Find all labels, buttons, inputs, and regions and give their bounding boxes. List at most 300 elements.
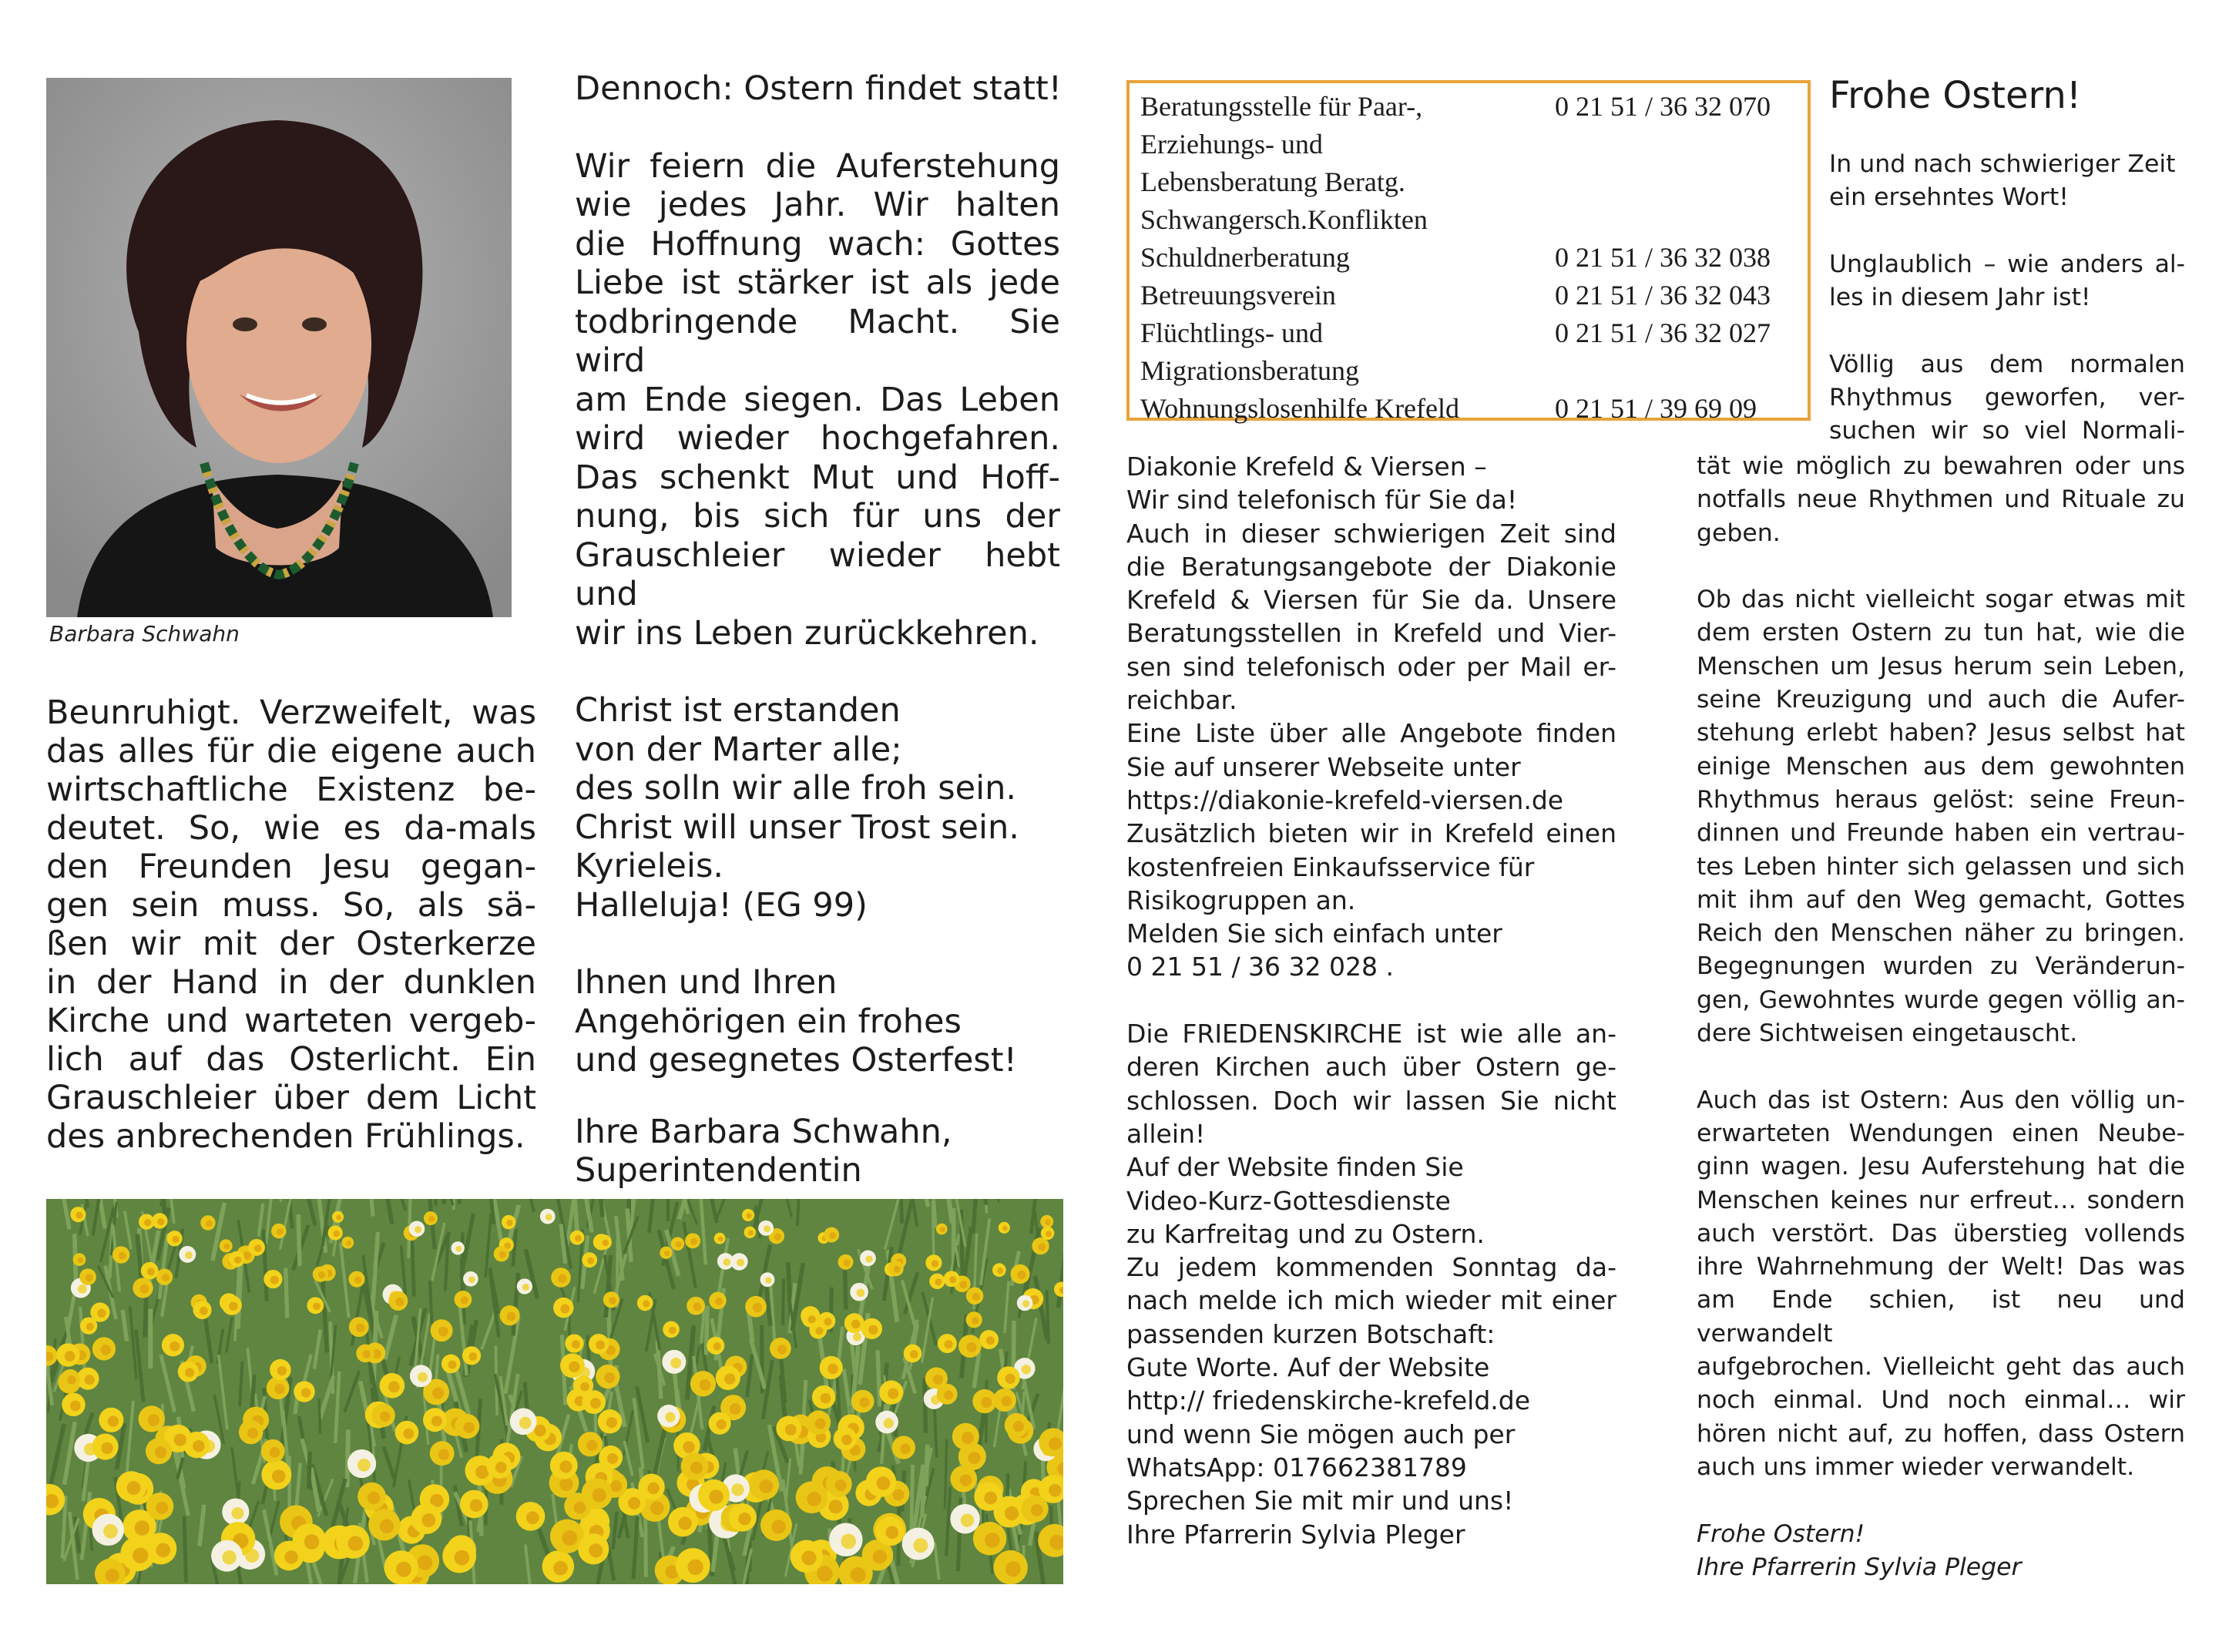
daffodil-flower [349,1317,369,1337]
text-line: Auf der Website finden Sie [1126,1152,1464,1183]
daffodil-flower [966,1311,982,1328]
daffodil-flower [749,1469,779,1499]
daffodil-flower [973,1522,1006,1555]
daffodil-flower [411,1503,441,1534]
text-line: deren Kirchen auch über Ostern ge- [1126,1052,1616,1083]
daffodil-flower [876,1516,905,1545]
daffodil-flower [952,1423,979,1450]
daffodil-flower [992,1263,1006,1277]
daffodil-flower [698,1479,730,1511]
daffodil-flower [70,1207,86,1222]
daffodil-flower [423,1408,447,1432]
daffodil-flower [745,1296,767,1318]
daffodil-flower [589,1334,609,1354]
text-line: die Beratungsangebote der Diakonie [1126,551,1616,582]
text-line: In und nach schwieriger Zeit [1829,150,2176,178]
daffodil-flower [463,1271,478,1287]
daffodil-flower [716,1365,740,1390]
text-line: Das schenkt Mut und Hoff- [575,458,1060,497]
text-line: Liebe ist stärker ist als jede [575,264,1060,302]
daffodil-flower [1040,1215,1053,1228]
text-line: Rhythmus heraus gelöst: seine Freun- [1697,785,2185,814]
hymn-verse [575,691,1060,925]
contact-service-name: Betreuungsverein [1140,280,1336,311]
daffodil-flower [358,1482,386,1511]
daffodil-flower [638,1474,664,1500]
daffodil-flower [222,1295,242,1315]
daffodil-flower [261,1460,291,1490]
daffodil-flower [599,1446,623,1469]
contact-service-name: Lebensberatung Beratg. [1140,166,1405,197]
text-line [1697,1484,2185,1517]
daffodil-flower [222,1499,249,1526]
daffodil-flower [668,1507,698,1537]
text-line: Video-Kurz-Gottesdienste [1126,1185,1451,1216]
daffodil-flower [860,1251,876,1267]
text-line: erwarteten Wendungen einen Neube- [1697,1119,2185,1147]
daffodil-flower [671,1237,684,1251]
daffodil-flower [409,1221,425,1237]
daffodil-flower [553,1298,574,1318]
daffodil-flower [220,1239,233,1252]
daffodil-flower [248,1239,265,1256]
daffodil-flower [861,1318,882,1339]
daffodil-flower [264,1270,282,1288]
right-title: Frohe Ostern! [1829,74,2082,117]
daffodil-flower [844,1313,864,1333]
daffodil-flower [156,1268,173,1284]
daffodil-flower [1041,1227,1054,1240]
daffodil-flower [776,1415,801,1441]
text-line: gen sein muss. So, als sä- [46,886,536,925]
text-line: und gesegnetes Osterfest! [575,1041,1017,1080]
daffodil-flower [657,1405,680,1427]
text-line: am Ende siegen. Das Leben [575,380,1060,419]
contact-phone: 0 21 51 / 39 69 09 [1555,393,1757,424]
daffodil-flower [368,1509,400,1540]
text-line: Risikogruppen an. [1126,885,1356,915]
contact-service-name: Flüchtlings- und [1140,317,1324,348]
daffodil-flower [112,1246,129,1263]
text-line: zu Karfreitag und zu Ostern. [1126,1218,1485,1249]
daffodil-flower [685,1233,700,1248]
text-line [1829,314,2185,348]
text-line: lich auf das Osterlicht. Ein [46,1040,536,1079]
daffodil-flower [809,1321,827,1339]
daffodil-flower [516,1502,546,1531]
closing-line: Frohe Ostern! [1697,1519,1865,1548]
daffodil-flower [709,1292,726,1309]
text-line: wie jedes Jahr. Wir halten [575,186,1060,224]
daffodil-flower [178,1362,199,1382]
text-line: todbringende Macht. Sie wird [575,302,1060,380]
daffodil-flower [1005,1413,1029,1437]
daffodil-flower [211,1540,243,1572]
daffodil-flower [807,1410,831,1434]
daffodil-flower [744,1227,756,1238]
verse-line: von der Marter alle; [575,730,902,769]
daffodil-flower [707,1337,724,1355]
daffodil-flower [742,1209,754,1221]
daffodil-flower [966,1288,983,1304]
daffodil-flower [455,1414,479,1439]
daffodil-flower [1032,1237,1049,1254]
daffodil-flower [578,1533,609,1564]
daffodil-flower [879,1381,903,1405]
daffodil-flower [542,1550,575,1583]
daffodil-flower [61,1369,80,1388]
text-line: Menschen um Jesus herum sein Leben, [1697,652,2185,680]
daffodil-flower [271,1224,286,1238]
daffodil-flower [294,1381,314,1402]
verse-line: Christ will unser Trost sein. [575,808,1019,847]
daffodil-flower [598,1409,622,1433]
daffodil-flower [92,1434,118,1460]
daffodil-flower [388,1291,408,1311]
closing-line: Ihre Pfarrerin Sylvia Pleger [1697,1553,2022,1581]
daffodil-flower [936,1224,948,1235]
daffodil-flower [239,1420,263,1444]
daffodil-flower [270,1359,291,1381]
daffodil-flower [999,1222,1010,1234]
daffodil-flower [384,1550,418,1584]
text-line: seine Kreuzigung und auch die Aufer- [1697,686,2185,714]
text-line: Grauschleier über dem Licht [46,1079,536,1117]
text-line [1697,550,2185,583]
middle-heading: Dennoch: Ostern findet statt! [575,69,1063,108]
text-line: 0 21 51 / 36 32 028 . [1126,952,1394,982]
daffodil-flower [380,1373,405,1398]
text-line: notfalls neue Rhythmen und Rituale zu [1697,485,2185,514]
portrait-illustration [46,78,512,617]
daffodil-flower [937,1384,958,1405]
daffodil-flower [597,1234,612,1249]
text-line: http:// friedenskirche-krefeld.de [1126,1385,1531,1416]
daffodil-flower [451,1241,464,1254]
daffodil-flower [551,1268,571,1288]
daffodil-flower [902,1528,935,1560]
text-line: Reich den Menschen näher zu bringen. [1697,919,2185,948]
daffodil-flower [200,1215,215,1230]
daffodil-flower [875,1411,898,1434]
text-line: ein ersehntes Wort! [1829,183,2069,212]
contact-service-name: Schwangersch.Konflikten [1140,204,1428,235]
text-line: WhatsApp: 017662381789 [1126,1452,1467,1482]
daffodil-flower [717,1253,734,1270]
daffodil-flower [261,1439,285,1463]
text-line: einige Menschen aus dem gewohnten [1697,752,2185,781]
contact-service-name: Erziehungs- und [1140,129,1323,159]
daffodil-flower [56,1343,79,1366]
contact-phone: 0 21 51 / 36 32 070 [1555,91,1771,122]
text-line: Sie auf unserer Webseite unter [1126,751,1521,782]
text-line: tät wie möglich zu bewahren oder uns [1697,452,2185,480]
portrait-caption: Barbara Schwahn [49,621,240,646]
text-line: reichbar. [1126,685,1237,716]
daffodil-flower [560,1353,585,1378]
daffodil-flower [540,1209,556,1224]
daffodil-flower [997,1366,1019,1388]
daffodil-flower [770,1338,791,1359]
text-line: Ob das nicht vielleicht sogar etwas mit [1697,586,2185,614]
text-line: Krefeld & Viersen für Sie da. Unsere [1126,585,1616,616]
daffodil-flower [974,1482,1002,1511]
text-line: Ihnen und Ihren [575,963,838,1002]
text-line: Sprechen Sie mit mir und uns! [1126,1486,1514,1516]
verse-line: des solln wir alle froh sein. [575,769,1017,808]
portrait-photo [46,78,512,617]
text-line: Gute Worte. Auf der Website [1126,1352,1490,1383]
text-line: nach melde ich mich wieder mit einer [1126,1285,1616,1316]
daffodil-flower [1010,1264,1029,1284]
daffodil-flower [820,1356,843,1379]
daffodil-flower [993,1550,1027,1584]
daffodil-flower [950,1504,979,1533]
text-line: Unglaublich – wie anders al- [1829,250,2185,278]
daffodil-flower [372,1404,395,1427]
text-line: am Ende schien, ist neu und verwandelt [1697,1286,2185,1348]
text-line: aufgebrochen. Vielleicht geht das auch [1697,1353,2185,1382]
daffodil-flower [431,1319,453,1341]
daffodil-flower [116,1471,147,1502]
text-line: wird wieder hochgefahren. [575,419,1060,458]
daffodil-flower [73,1253,86,1266]
daffodil-flower [565,1334,583,1352]
daffodil-flower [146,1438,172,1464]
daffodil-flower [570,1231,585,1245]
daffodil-flower [866,1466,896,1496]
text-line: passenden kurzen Botschaft: [1126,1318,1496,1349]
daffodil-flower [133,1278,153,1298]
daffodil-flower [313,1267,328,1282]
text-line: mit ihm auf den Weg gemacht, Gottes [1697,885,2185,914]
daffodil-flower [90,1302,109,1321]
daffodil-flower [1017,1295,1033,1311]
daffodil-flower [662,1350,686,1374]
contact-service-name: Schuldnerberatung [1140,242,1350,273]
daffodil-flower [162,1334,184,1356]
daffodil-flower [356,1345,374,1362]
middle-column-text [575,69,1063,1190]
daffodil-flower [582,1478,613,1509]
text-line: Superintendentin [575,1151,862,1190]
daffodil-flower [99,1408,123,1432]
middle-paragraph [575,147,1060,653]
text-line: Begegnungen wurden zu Veränderun- [1697,952,2185,981]
daffodil-flower [791,1540,823,1573]
text-line: Wir sind telefonisch für Sie da! [1126,485,1518,515]
text-line: ihre Wahrnehmung der Welt! Das was [1697,1253,2185,1281]
text-line: Rhythmus geworfen, ver- [1829,384,2185,412]
text-line: Angehörigen ein frohes [575,1002,962,1041]
text-line: wirtschaftliche Existenz be- [46,771,536,809]
daffodil-flower [637,1295,653,1311]
signature [575,1113,1060,1190]
daffodil-flower [573,1375,593,1395]
text-line: suchen wir so viel Normali- [1829,417,2185,445]
contact-service-name: Wohnungslosenhilfe Krefeld [1140,393,1459,424]
daffodil-flower [829,1523,862,1556]
contact-phone: 0 21 51 / 36 32 038 [1555,242,1771,273]
daffodil-flower [758,1221,774,1236]
daffodil-flower [834,1427,857,1450]
text-line: kostenfreien Einkaufsservice für [1126,851,1535,882]
text-line: dem ersten Ostern zu tun hat, wie die [1697,619,2185,647]
daffodil-flower [812,1385,836,1409]
daffodil-flower [824,1227,839,1243]
text-line: geben. [1697,519,1781,547]
daffodil-flower [517,1278,532,1294]
text-line: sen sind telefonisch oder per Mail er- [1126,651,1616,682]
text-line: Völlig aus dem normalen [1829,350,2185,378]
daffodil-flower [79,1268,96,1285]
daffodil-flower [578,1432,603,1456]
daffodil-flower [958,1335,982,1358]
text-line: stehung erlebt haben? Jesus selbst hat [1697,719,2185,747]
verse-line: Kyrieleis. [575,847,724,885]
daffodil-flower [972,1389,996,1413]
daffodil-flower [347,1449,376,1478]
daffodil-flower [888,1261,904,1276]
daffodil-flower [663,1321,680,1338]
text-line: und wenn Sie mögen auch per [1126,1419,1516,1449]
daffodil-flower [92,1337,116,1360]
daffodil-flower [709,1412,731,1435]
daffodil-flower [62,1393,85,1416]
daffodil-flower [582,1252,597,1268]
daffodil-flower [166,1231,182,1246]
daffodil-flower [603,1291,619,1308]
daffodil-flower [550,1452,578,1479]
right-intro-text [1829,148,2185,448]
text-line: auch verstört. Das überstieg vollends [1697,1219,2185,1247]
daffodil-flower [681,1452,709,1480]
daffodil-flower [336,1525,370,1559]
daffodil-flower [487,1454,512,1479]
text-line: Wir feiern die Auferstehung [575,146,1060,186]
daffodil-flower [729,1503,757,1531]
daffodil-flower [826,1471,852,1497]
daffodil-flower [938,1334,957,1353]
daffodil-flower [332,1211,344,1223]
text-line: Beratungsstellen in Krefeld und Vier- [1126,618,1616,649]
verse-line: Christ ist erstanden [575,691,901,730]
text-line: Beunruhigt. Verzweifelt, was [46,693,536,732]
text-line: des anbrechenden Frühlings. [46,1117,525,1156]
daffodil-flower [760,1509,792,1541]
daffodil-flower [455,1291,472,1308]
text-line: gen, Gewohntes wurde gegen völlig an- [1697,985,2185,1014]
text-line: deutet. So, wie es da-mals [46,809,536,848]
text-line: Ihre Pfarrerin Sylvia Pleger [1126,1519,1465,1550]
daffodil-flower [714,1233,726,1244]
daffodil-flower [676,1548,710,1583]
text-line: Diakonie Krefeld & Viersen – [1126,452,1487,482]
daffodil-flower [1022,1496,1049,1523]
contact-service-name: Beratungsstelle für Paar-, [1140,91,1423,122]
daffodil-flower [596,1365,619,1388]
daffodil-flower [690,1371,716,1396]
daffodil-flower [850,1283,868,1301]
text-line: https://diakonie-krefeld-viersen.de [1126,784,1564,815]
daffodil-flower [229,1251,245,1268]
daffodil-flower [979,1330,999,1349]
text-line: allein! [1126,1118,1206,1149]
text-line: Die FRIEDENSKIRCHE ist wie alle an- [1126,1019,1616,1049]
daffodil-flower [494,1246,509,1261]
daffodil-flower [395,1421,419,1445]
daffodil-flower [462,1346,481,1365]
text-line: Auch in dieser schwierigen Zeit sind [1126,518,1616,549]
text-line: Grauschleier wieder hebt und [575,536,1060,613]
daffodil-flower [141,1262,159,1280]
text-line: Auch das ist Ostern: Aus den völlig un- [1697,1086,2185,1114]
diakonie-column-text [1126,450,1616,1551]
contact-service-name: Migrationsberatung [1140,355,1359,386]
easter-greeting [575,963,1060,1080]
text-line [1829,215,2185,248]
daffodil-flower [77,1368,99,1390]
contact-phone: 0 21 51 / 36 32 027 [1555,317,1771,348]
daffodil-flower [120,1536,155,1571]
text-line: auch uns immer wieder verwandelt. [1697,1452,2135,1481]
daffodil-flower [904,1345,922,1363]
text-line: dinnen und Freunde haben ein vertrau- [1697,819,2185,848]
text-line: dere Sichtweisen eingetauscht. [1697,1019,2078,1048]
text-line: Ihre Barbara Schwahn, [575,1112,952,1151]
daffodil-flower [193,1301,211,1319]
daffodil-flower [892,1435,915,1459]
daffodil-flower [328,1225,343,1240]
daffodil-illustration [46,1199,1063,1584]
daffodil-flower [993,1388,1016,1412]
text-line: Zusätzlich bieten wir in Krefeld einen [1126,818,1616,849]
daffodil-flower [139,1405,165,1432]
text-line [1126,984,1616,1017]
text-line: noch einmal. Und noch einmal… wir [1697,1386,2185,1415]
daffodil-flower [342,1237,354,1249]
text-line: wir ins Leben zurückkehren. [575,613,1039,653]
daffodil-flower [293,1523,326,1556]
text-line [1697,1050,2185,1083]
daffodil-flower [442,1540,476,1573]
daffodil-flower [925,1254,942,1271]
text-line: in der Hand in der dunklen [46,963,536,1002]
daffodil-flower [179,1246,196,1263]
left-column-text [46,693,536,1156]
daffodil-flower [139,1214,154,1229]
daffodil-flower [348,1271,364,1288]
text-line: hören nicht auf, zu hoffen, dass Ostern [1697,1419,2185,1448]
daffodil-flower [460,1490,488,1519]
text-line: les in diesem Jahr ist! [1829,284,2091,312]
text-line: Kirche und warteten vergeb- [46,1002,536,1040]
daffodil-flower [430,1441,455,1466]
daffodil-flower [838,1254,854,1270]
daffodil-flower [760,1272,775,1287]
daffodil-field-photo [46,1199,1063,1584]
text-line: tes Leben hinter sich gelassen und sich [1697,852,2185,881]
daffodil-flower [307,1297,324,1314]
contact-box [1126,80,1811,424]
daffodil-flower [510,1409,537,1435]
daffodil-flower [687,1297,705,1315]
daffodil-flower [851,1390,875,1413]
text-line: Eine Liste über alle Angebote finden [1126,718,1616,749]
daffodil-flower [424,1211,438,1225]
daffodil-flower [796,1481,828,1513]
text-line: nung, bis sich für uns der [575,497,1060,536]
